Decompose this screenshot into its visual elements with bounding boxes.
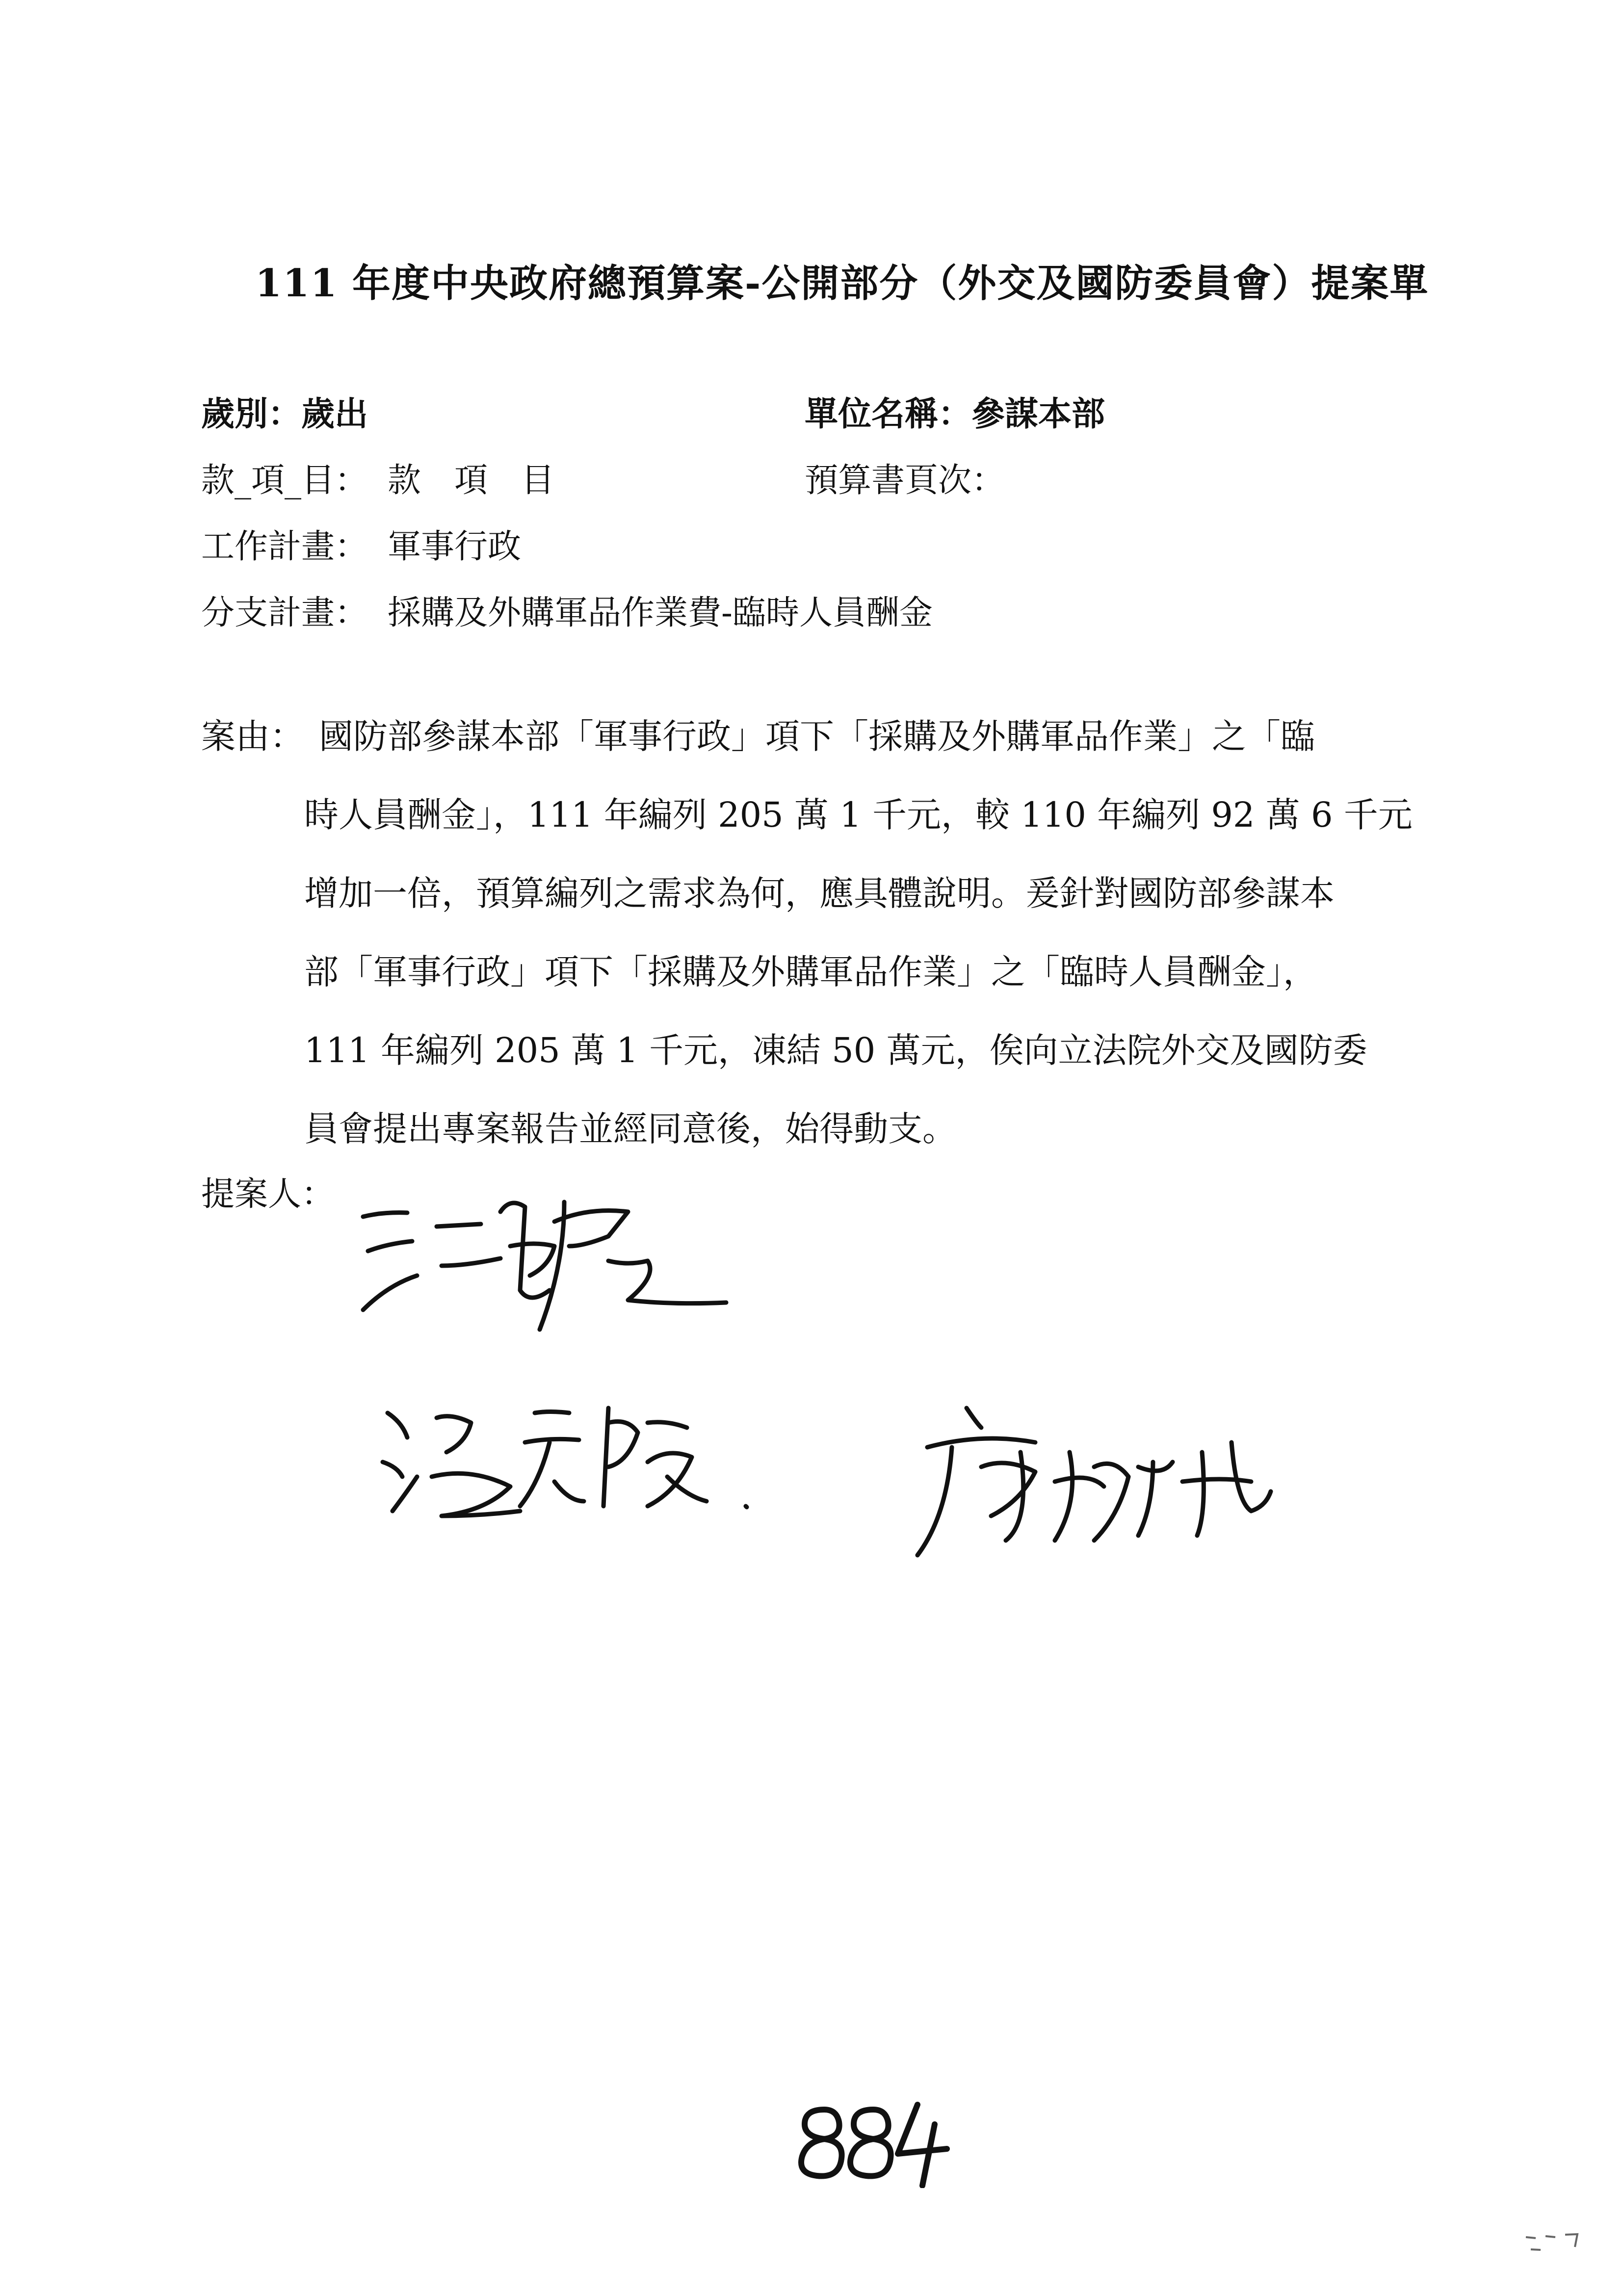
page-number-handwritten — [790, 2095, 952, 2188]
item-label: 款_項_目： — [201, 461, 368, 500]
case-line-3: 增加一倍，預算編列之需求為何，應具體說明。爰針對國防部參謀本 — [304, 873, 1335, 913]
document-title: 111 年度中央政府總預算案-公開部分（外交及國防委員會）提案單 — [255, 261, 1429, 306]
page-number — [790, 2188, 791, 2189]
signature-3 — [908, 1393, 1281, 1570]
sub-plan-field — [201, 586, 933, 634]
scan-artifact — [1521, 2227, 1585, 2257]
category-value: 歲出 — [301, 394, 368, 434]
sub-plan-label: 分支計畫： — [201, 594, 368, 632]
proposer-label: 提案人： — [201, 1175, 335, 1214]
case-line-1: 國防部參謀本部「軍事行政」項下「採購及外購軍品作業」之「臨 — [319, 716, 1315, 757]
work-plan-value: 軍事行政 — [388, 527, 522, 566]
page-ref-label: 預算書頁次： — [805, 461, 1005, 500]
item-field — [201, 454, 554, 501]
work-plan-label: 工作計畫： — [201, 527, 368, 566]
case-line-2: 時人員酬金」，111 年編列 205 萬 1 千元，較 110 年編列 92 萬 6 千元 — [304, 795, 1413, 835]
signature-2 — [373, 1393, 775, 1531]
sub-plan-value: 採購及外購軍品作業費-臨時人員酬金 — [388, 594, 933, 632]
case-line-6: 員會提出專案報告並經同意後，始得動支。 — [304, 1109, 957, 1149]
unit-field — [805, 388, 1105, 435]
signature-1 — [353, 1192, 795, 1339]
page-ref-field — [805, 454, 1005, 501]
item-value: 款 項 目 — [388, 461, 555, 500]
category-field — [201, 388, 368, 435]
case-line-4: 部「軍事行政」項下「採購及外購軍品作業」之「臨時人員酬金」， — [304, 952, 1317, 992]
case-label: 案由： — [201, 716, 304, 757]
category-label: 歲別： — [201, 394, 302, 434]
work-plan-field — [201, 520, 521, 568]
unit-value: 參謀本部 — [971, 394, 1105, 434]
unit-label: 單位名稱： — [805, 394, 972, 434]
case-line-5: 111 年編列 205 萬 1 千元，凍結 50 萬元，俟向立法院外交及國防委 — [304, 1030, 1367, 1070]
